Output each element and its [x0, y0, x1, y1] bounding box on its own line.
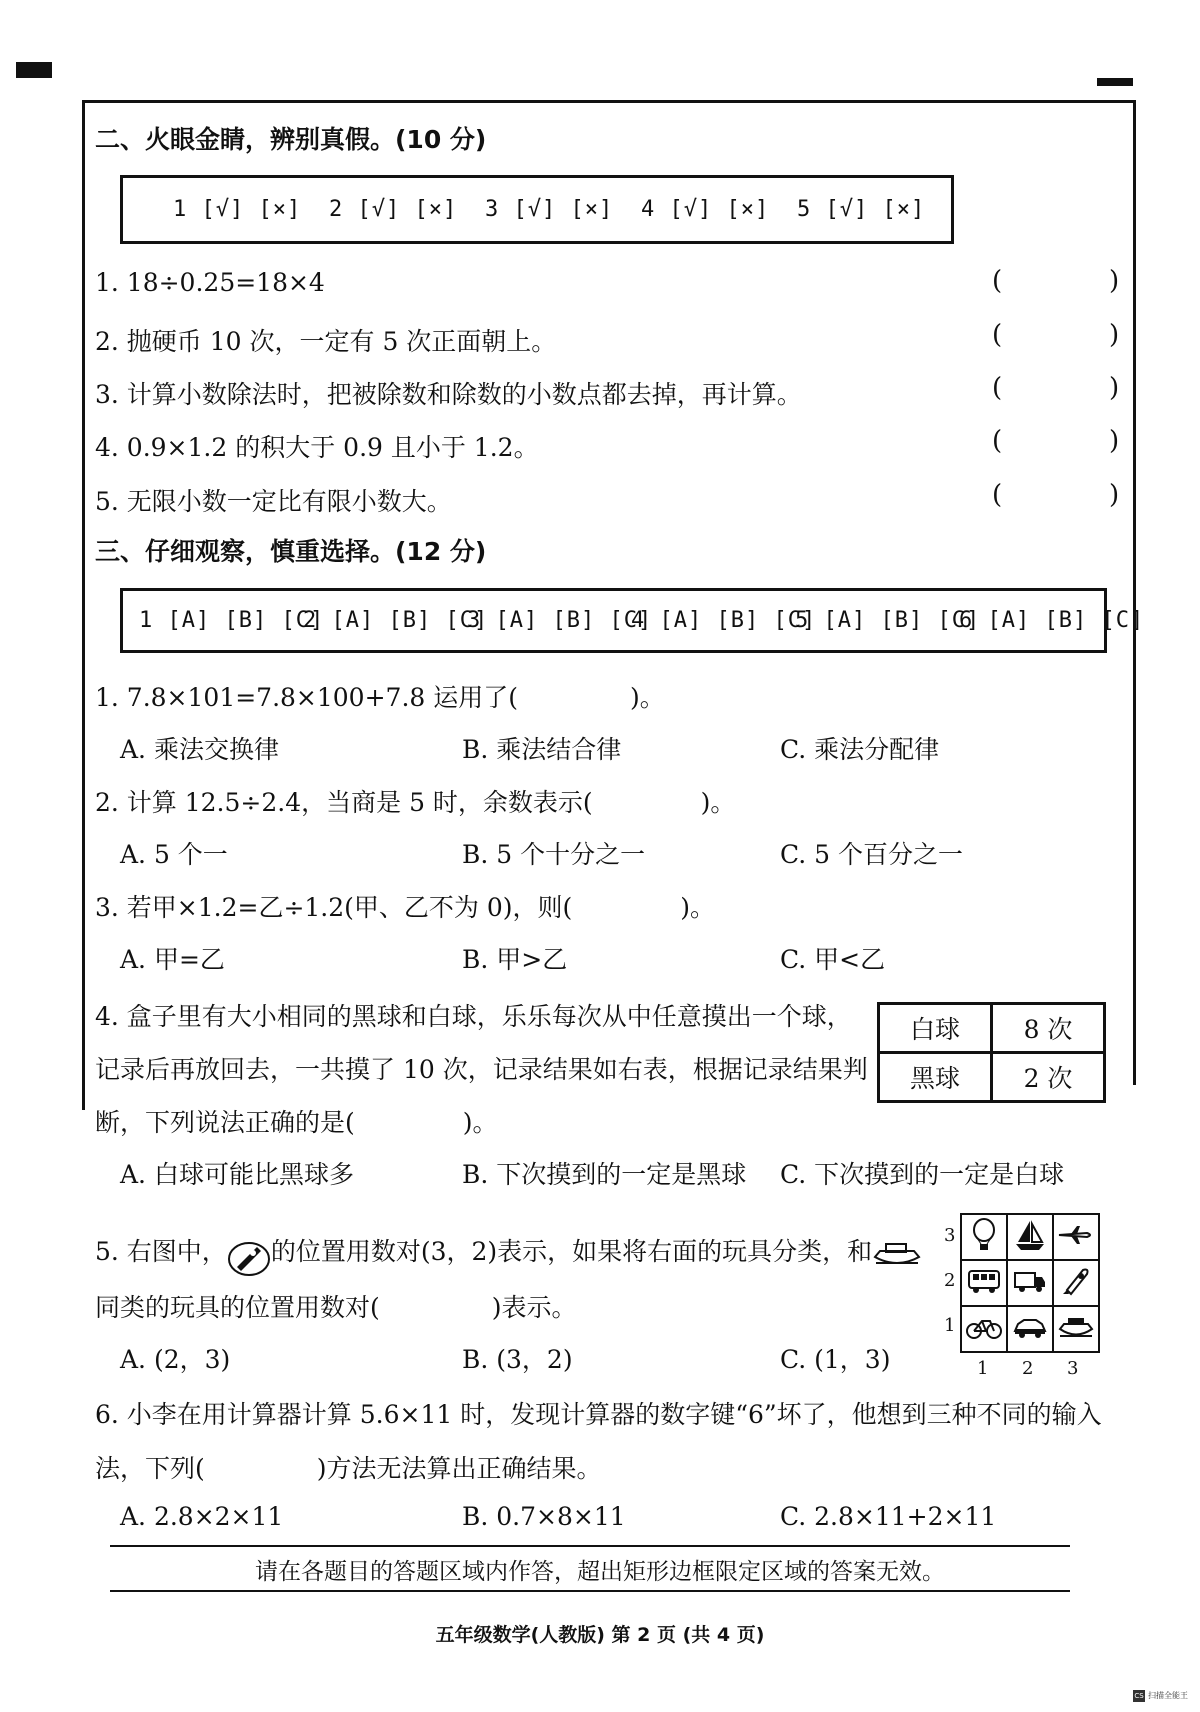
mc-question-4-line-3: 断，下列说法正确的是( )。	[95, 1108, 498, 1137]
mc2-option-c: C. 5 个百分之一	[780, 840, 963, 869]
page-footer: 五年级数学(人教版) 第 2 页 (共 4 页)	[435, 1624, 765, 1646]
notice-bottom-rule	[110, 1590, 1070, 1592]
mc6-option-b: B. 0.7×8×11	[462, 1502, 626, 1531]
mc6-option-c: C. 2.8×11+2×11	[780, 1502, 997, 1531]
mc3-option-b: B. 甲>乙	[462, 945, 568, 974]
mc2-option-a: A. 5 个一	[120, 840, 228, 869]
tf-paren-open-4[interactable]: (	[992, 426, 1003, 456]
tf-paren-close-4: )	[1109, 426, 1120, 456]
tf-question-3: 3. 计算小数除法时，把被除数和除数的小数点都去掉，再计算。	[95, 380, 802, 409]
mc4-option-a: A. 白球可能比黑球多	[120, 1160, 354, 1189]
section-title-multiple-choice: 三、仔细观察，慎重选择。(12 分)	[95, 537, 487, 566]
table-cell-label: 白球	[879, 1004, 992, 1053]
ball-record-table	[877, 1002, 1106, 1103]
tf-paren-open-3[interactable]: (	[992, 373, 1003, 403]
scanner-logo-icon: CS	[1134, 1692, 1144, 1700]
mc1-option-b: B. 乘法结合律	[462, 735, 622, 764]
table-row	[879, 1053, 1105, 1102]
table-row	[879, 1004, 1105, 1053]
hot-air-balloon-icon	[961, 1214, 1007, 1260]
rocket-icon	[1053, 1260, 1099, 1306]
grid-col-label-2: 2	[1022, 1358, 1034, 1379]
tf-question-4: 4. 0.9×1.2 的积大于 0.9 且小于 1.2。	[95, 433, 539, 462]
notice-top-rule	[110, 1545, 1070, 1547]
tf-answer-3[interactable]: 3 [√] [×]	[485, 197, 614, 222]
tf-answer-5[interactable]: 5 [√] [×]	[797, 197, 926, 222]
tf-question-5: 5. 无限小数一定比有限小数大。	[95, 487, 452, 516]
mc-question-3: 3. 若甲×1.2=乙÷1.2(甲、乙不为 0)，则( )。	[95, 893, 716, 922]
mc-answer-3[interactable]: 3 [A] [B] [C]	[467, 608, 653, 633]
grid-col-label-1: 1	[977, 1358, 989, 1379]
true-false-answer-box	[120, 175, 954, 244]
corner-mark-right	[1097, 78, 1133, 86]
ship-inline-icon	[872, 1239, 922, 1269]
toy-position-grid	[960, 1213, 1100, 1353]
mc-question-5-line-1: 5. 右图中， 的位置用数对(3，2)表示，如果将右面的玩具分类，和	[95, 1232, 922, 1269]
mc-question-6-line-2: 法，下列( )方法无法算出正确结果。	[95, 1454, 602, 1483]
car-icon	[1007, 1306, 1053, 1352]
tf-answer-1[interactable]: 1 [√] [×]	[173, 197, 302, 222]
tf-paren-close-3: )	[1109, 373, 1120, 403]
mc3-option-c: C. 甲<乙	[780, 945, 886, 974]
mc4-option-b: B. 下次摸到的一定是黑球	[462, 1160, 747, 1189]
section-title-true-false: 二、火眼金睛，辨别真假。(10 分)	[95, 125, 487, 154]
sailboat-icon	[1007, 1214, 1053, 1260]
mc-question-1: 1. 7.8×101=7.8×100+7.8 运用了( )。	[95, 683, 665, 712]
mc4-option-c: C. 下次摸到的一定是白球	[780, 1160, 1065, 1189]
grid-row-label-1: 1	[944, 1315, 956, 1336]
mc-question-4-line-1: 4. 盒子里有大小相同的黑球和白球，乐乐每次从中任意摸出一个球，	[95, 1002, 852, 1031]
tf-question-1: 1. 18÷0.25=18×4	[95, 268, 325, 297]
corner-mark-left	[16, 62, 52, 78]
mc5-option-a: A. (2，3)	[120, 1345, 231, 1374]
mc2-option-b: B. 5 个十分之一	[462, 840, 646, 869]
mc-answer-5[interactable]: 5 [A] [B] [C]	[795, 608, 981, 633]
mc1-option-c: C. 乘法分配律	[780, 735, 940, 764]
grid-row-label-3: 3	[944, 1225, 956, 1246]
tf-answer-2[interactable]: 2 [√] [×]	[329, 197, 458, 222]
grid-col-label-3: 3	[1067, 1358, 1079, 1379]
mc-answer-4[interactable]: 4 [A] [B] [C]	[631, 608, 817, 633]
mc-question-4-line-2: 记录后再放回去，一共摸了 10 次，记录结果如右表，根据记录结果判	[95, 1055, 868, 1084]
rocket-inline-icon	[227, 1239, 271, 1269]
tf-paren-close-2: )	[1109, 320, 1120, 350]
tf-paren-close-1: )	[1109, 266, 1120, 296]
tf-paren-open-2[interactable]: (	[992, 320, 1003, 350]
table-cell-label: 黑球	[879, 1053, 992, 1102]
grid-row-label-2: 2	[944, 1270, 956, 1291]
mc3-option-a: A. 甲=乙	[120, 945, 225, 974]
tf-paren-close-5: )	[1109, 480, 1120, 510]
mc5-option-b: B. (3，2)	[462, 1345, 573, 1374]
mc-question-6-line-1: 6. 小李在用计算器计算 5.6×11 时，发现计算器的数字键“6”坏了，他想到三种不同的输入	[95, 1400, 1102, 1429]
mc-question-2: 2. 计算 12.5÷2.4，当商是 5 时，余数表示( )。	[95, 788, 736, 817]
mc-answer-2[interactable]: 2 [A] [B] [C]	[303, 608, 489, 633]
choice-answer-box	[120, 588, 1145, 653]
ship-icon	[1053, 1306, 1099, 1352]
bicycle-icon	[961, 1306, 1007, 1352]
airplane-icon	[1053, 1214, 1099, 1260]
tf-paren-open-5[interactable]: (	[992, 480, 1003, 510]
mc-answer-6[interactable]: 6 [A] [B] [C]	[959, 608, 1145, 633]
bus-icon	[961, 1260, 1007, 1306]
tf-question-2: 2. 抛硬币 10 次，一定有 5 次正面朝上。	[95, 327, 557, 356]
scanner-watermark: 扫描全能王	[1148, 1691, 1188, 1700]
table-cell-count: 8 次	[992, 1004, 1105, 1053]
mc1-option-a: A. 乘法交换律	[120, 735, 279, 764]
truck-icon	[1007, 1260, 1053, 1306]
tf-answer-4[interactable]: 4 [√] [×]	[641, 197, 770, 222]
mc-answer-1[interactable]: 1 [A] [B] [C]	[139, 608, 325, 633]
mc-question-5-line-2: 同类的玩具的位置用数对( )表示。	[95, 1293, 577, 1322]
tf-paren-open-1[interactable]: (	[992, 266, 1003, 296]
answer-region-notice: 请在各题目的答题区域内作答，超出矩形边框限定区域的答案无效。	[255, 1559, 945, 1585]
table-cell-count: 2 次	[992, 1053, 1105, 1102]
mc6-option-a: A. 2.8×2×11	[120, 1502, 284, 1531]
mc5-option-c: C. (1，3)	[780, 1345, 891, 1374]
